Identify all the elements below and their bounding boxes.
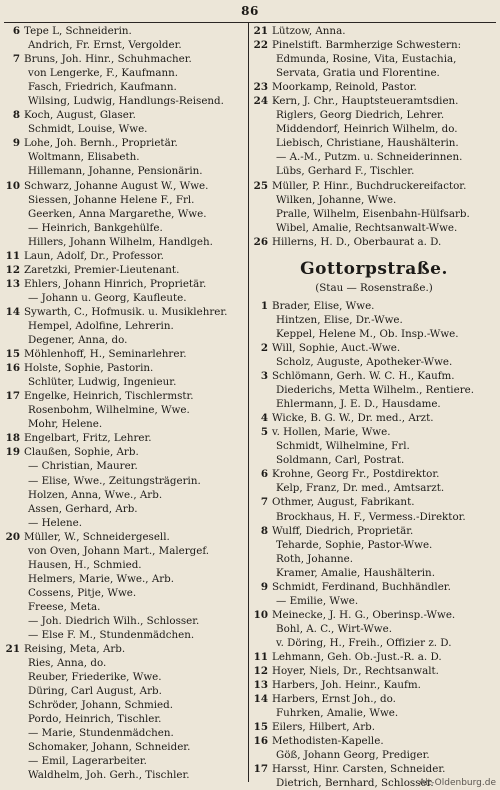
entry-text: Hillerns, H. D., Oberbaurat a. D. [272, 235, 442, 248]
directory-entry [4, 768, 244, 782]
directory-entry [252, 453, 496, 467]
directory-entry [4, 740, 244, 754]
entry-text: Reuber, Friederike, Wwe. [28, 671, 162, 684]
directory-entry [252, 538, 496, 552]
entry-text: Hoyer, Niels, Dr., Rechtsanwalt. [272, 665, 439, 678]
directory-entry [4, 600, 244, 614]
entry-text: Scholz, Auguste, Apotheker-Wwe. [276, 355, 453, 368]
house-number: 25 [253, 179, 268, 192]
house-number: 14 [5, 305, 20, 318]
house-number: 7 [12, 53, 20, 66]
house-number: 19 [5, 446, 20, 459]
directory-entry [4, 164, 244, 178]
directory-entry [4, 193, 244, 207]
entry-text: Schmidt, Ferdinand, Buchhändler. [272, 580, 451, 593]
directory-entry [4, 389, 244, 403]
entry-text: Roth, Johanne. [276, 552, 353, 565]
directory-entry [252, 411, 496, 425]
house-number: 10 [253, 608, 268, 621]
entry-text: Möhlenhoff, H., Seminarlehrer. [24, 348, 187, 361]
directory-entry [4, 319, 244, 333]
entry-text: Helmers, Marie, Wwe., Arb. [28, 572, 175, 585]
entry-text: Rosenbohm, Wilhelmine, Wwe. [28, 404, 190, 417]
entry-text: Lübs, Gerhard F., Tischler. [276, 165, 415, 178]
directory-entry [252, 566, 496, 580]
house-number: 2 [260, 341, 268, 354]
directory-entry [252, 397, 496, 411]
entry-text: Meinecke, J. H. G., Oberinsp.-Wwe. [272, 608, 456, 621]
entry-text: Reising, Meta, Arb. [24, 643, 126, 656]
entry-text: von Lengerke, F., Kaufmann. [28, 67, 179, 80]
directory-entry [252, 706, 496, 720]
house-number: 24 [253, 95, 268, 108]
directory-entry [4, 459, 244, 473]
watermark: Alt-Oldenburg.de [418, 778, 496, 788]
house-number: 13 [5, 277, 20, 290]
directory-entry [4, 277, 244, 291]
house-number: 13 [253, 679, 268, 692]
entry-text: Hausen, H., Schmied. [28, 558, 142, 571]
house-number: 6 [260, 468, 268, 481]
house-number: 16 [5, 362, 20, 375]
entry-text: Teharde, Sophie, Pastor-Wwe. [276, 538, 433, 551]
entry-text: Riglers, Georg Diedrich, Lehrer. [276, 109, 445, 122]
directory-entry [4, 361, 244, 375]
house-number: 5 [260, 426, 268, 439]
house-number: 20 [5, 530, 20, 543]
entry-text: Degener, Anna, do. [28, 334, 128, 347]
house-number: 26 [253, 235, 268, 248]
entry-text: Holzen, Anna, Wwe., Arb. [28, 488, 163, 501]
entry-text: Holste, Sophie, Pastorin. [24, 362, 154, 375]
directory-entry [252, 66, 496, 80]
entry-text: Wibel, Amalie, Rechtsanwalt-Wwe. [276, 221, 458, 234]
house-number: 6 [12, 25, 20, 37]
entry-text: Wilsing, Ludwig, Handlungs-Reisend. [28, 95, 224, 108]
directory-entry [4, 656, 244, 670]
directory-entry [4, 263, 244, 277]
house-number: 11 [5, 249, 20, 262]
directory-entry [4, 726, 244, 740]
directory-entry [4, 80, 244, 94]
directory-entry [252, 24, 496, 38]
entry-text: — Christian, Maurer. [28, 460, 138, 473]
entry-text: Zaretzki, Premier-Lieutenant. [24, 263, 180, 276]
directory-entry [252, 221, 496, 235]
entry-text: Cossens, Pitje, Wwe. [28, 586, 137, 599]
entry-text: Göß, Johann Georg, Prediger. [276, 749, 430, 762]
entry-text: Krohne, Georg Fr., Postdirektor. [272, 468, 440, 481]
directory-entry [4, 122, 244, 136]
entry-text: Soldmann, Carl, Postrat. [276, 454, 405, 467]
directory-entry [252, 108, 496, 122]
entry-text: Engelbart, Fritz, Lehrer. [24, 432, 152, 445]
house-number: 14 [253, 693, 268, 706]
directory-entry [252, 678, 496, 692]
entry-text: v. Döring, H., Freih., Offizier z. D. [276, 636, 452, 649]
entry-text: Schlömann, Gerh. W. C. H., Kaufm. [272, 370, 455, 383]
directory-entry [252, 692, 496, 706]
directory-entry [4, 431, 244, 445]
directory-entry [252, 52, 496, 66]
directory-entry [4, 698, 244, 712]
directory-entry [4, 305, 244, 319]
directory-entry [4, 417, 244, 431]
house-number: 8 [260, 524, 268, 537]
entry-text: Siessen, Johanne Helene F., Frl. [28, 193, 195, 206]
entry-text: Engelke, Heinrich, Tischlermstr. [24, 390, 194, 403]
entry-text: Pinelstift. Barmherzige Schwestern: [272, 39, 462, 52]
entry-text: — Heinrich, Bankgehülfe. [28, 221, 163, 234]
house-number: 12 [5, 263, 20, 276]
page-number: 86 [241, 4, 259, 18]
entry-text: Fuhrken, Amalie, Wwe. [276, 707, 399, 720]
directory-entry [252, 369, 496, 383]
entry-text: Müller, W., Schneidergesell. [24, 530, 170, 543]
entry-text: Fasch, Friedrich, Kaufmann. [28, 81, 177, 94]
house-number: 7 [260, 496, 268, 509]
directory-entry [4, 221, 244, 235]
entry-text: Schmidt, Wilhelmine, Frl. [276, 440, 410, 453]
directory-entry [4, 558, 244, 572]
directory-entry [252, 552, 496, 566]
entry-text: Methodisten-Kapelle. [272, 735, 384, 748]
entry-text: Düring, Carl August, Arb. [28, 685, 162, 698]
directory-entry [4, 347, 244, 361]
entry-text: Ries, Anna, do. [28, 657, 107, 670]
directory-entry [252, 235, 496, 249]
directory-entry [4, 207, 244, 221]
house-number: 11 [253, 650, 268, 663]
directory-entry [4, 516, 244, 530]
entry-text: Tepe L, Schneiderin. [24, 25, 132, 37]
entry-text: Kern, J. Chr., Hauptsteueramtsdien. [272, 95, 459, 108]
entry-text: Lützow, Anna. [272, 25, 346, 37]
directory-entry [4, 136, 244, 150]
directory-entry [4, 445, 244, 459]
house-number: 15 [5, 348, 20, 361]
directory-entry [4, 108, 244, 122]
directory-entry [4, 333, 244, 347]
entry-text: Geerken, Anna Margarethe, Wwe. [28, 207, 207, 220]
entry-text: Servata, Gratia und Florentine. [276, 67, 440, 80]
entry-text: Waldhelm, Joh. Gerh., Tischler. [28, 769, 190, 782]
entry-text: Pordo, Heinrich, Tischler. [28, 713, 162, 726]
entry-text: Sywarth, C., Hofmusik. u. Musiklehrer. [24, 305, 228, 318]
entry-text: Woltmann, Elisabeth. [28, 151, 140, 164]
directory-entry [4, 572, 244, 586]
directory-entry [252, 383, 496, 397]
entry-text: Harbers, Joh. Heinr., Kaufm. [272, 679, 421, 692]
directory-entry [4, 375, 244, 389]
directory-entry [252, 164, 496, 178]
entry-text: Andrich, Fr. Ernst, Vergolder. [28, 39, 182, 52]
entry-text: — Else F. M., Stundenmädchen. [28, 629, 195, 642]
directory-entry [4, 488, 244, 502]
entry-text: Edmunda, Rosine, Vita, Eustachia, [276, 53, 457, 66]
spacer [252, 249, 496, 257]
entry-text: Wulff, Diedrich, Proprietär. [272, 524, 414, 537]
entry-text: Bruns, Joh. Hinr., Schuhmacher. [24, 53, 192, 66]
house-number: 9 [260, 580, 268, 593]
directory-entry [252, 94, 496, 108]
house-number: 17 [5, 390, 20, 403]
directory-entry [4, 586, 244, 600]
directory-entry [4, 66, 244, 80]
entry-text: Wicke, B. G. W., Dr. med., Arzt. [272, 412, 434, 425]
directory-entry [252, 524, 496, 538]
entry-text: Koch, August, Glaser. [24, 109, 136, 122]
directory-entry [4, 38, 244, 52]
directory-entry [252, 734, 496, 748]
entry-text: Hintzen, Elise, Dr.-Wwe. [276, 313, 403, 326]
directory-entry [4, 642, 244, 656]
directory-entry [4, 249, 244, 263]
entry-text: Mohr, Helene. [28, 418, 103, 431]
directory-entry [252, 299, 496, 313]
left-column [4, 24, 244, 783]
entry-text: Moorkamp, Reinold, Pastor. [272, 81, 417, 94]
entry-text: Brockhaus, H. F., Vermess.-Direktor. [276, 510, 466, 523]
directory-entry [252, 748, 496, 762]
directory-entry [252, 580, 496, 594]
entry-text: Dietrich, Bernhard, Schlosser. [276, 777, 434, 790]
entry-text: Müller, P. Hinr., Buchdruckereifactor. [272, 179, 467, 192]
entry-text: Ehlers, Johann Hinrich, Proprietär. [24, 277, 207, 290]
street-range-note: (Stau — Rosenstraße.) [315, 281, 433, 294]
entry-text: — Emil, Lagerarbeiter. [28, 755, 147, 768]
entry-text: Assen, Gerhard, Arb. [28, 502, 138, 515]
directory-entry [252, 636, 496, 650]
directory-entry [4, 502, 244, 516]
entry-text: — Marie, Stundenmädchen. [28, 727, 174, 740]
entry-text: Pralle, Wilhelm, Eisenbahn-Hülfsarb. [276, 207, 470, 220]
house-number: 23 [253, 81, 268, 94]
directory-entry [4, 403, 244, 417]
directory-entry [252, 313, 496, 327]
entry-text: — A.-M., Putzm. u. Schneiderinnen. [276, 151, 463, 164]
entry-text: Kelp, Franz, Dr. med., Amtsarzt. [276, 482, 445, 495]
directory-entry [252, 650, 496, 664]
directory-entry [252, 425, 496, 439]
directory-entry [252, 510, 496, 524]
house-number: 9 [12, 137, 20, 150]
directory-entry [252, 467, 496, 481]
entry-text: Brader, Elise, Wwe. [272, 299, 375, 312]
directory-entry [252, 136, 496, 150]
house-number: 17 [253, 763, 268, 776]
directory-entry [4, 684, 244, 698]
entry-text: Kramer, Amalie, Haushälterin. [276, 566, 435, 579]
house-number: 18 [5, 432, 20, 445]
right-column-bottom-entries [252, 299, 496, 790]
entry-text: — Joh. Diedrich Wilh., Schlosser. [28, 614, 200, 627]
entry-text: Schlüter, Ludwig, Ingenieur. [28, 376, 177, 389]
entry-text: Schröder, Johann, Schmied. [28, 699, 173, 712]
entry-text: Harbers, Ernst Joh., do. [272, 693, 396, 706]
entry-text: v. Hollen, Marie, Wwe. [272, 426, 391, 439]
directory-entry [4, 179, 244, 193]
directory-entry [252, 38, 496, 52]
directory-entry [4, 530, 244, 544]
entry-text: Hillemann, Johanne, Pensionärin. [28, 165, 203, 178]
entry-text: Hillers, Johann Wilhelm, Handlgeh. [28, 235, 213, 248]
top-rule [4, 22, 496, 23]
directory-entry [4, 754, 244, 768]
entry-text: Eilers, Hilbert, Arb. [272, 721, 376, 734]
entry-text: — Elise, Wwe., Zeitungsträgerin. [28, 474, 201, 487]
directory-entry [4, 670, 244, 684]
entry-text: — Helene. [28, 516, 83, 529]
house-number: 3 [260, 370, 268, 383]
entry-text: Wilken, Johanne, Wwe. [276, 193, 397, 206]
directory-entry [252, 193, 496, 207]
entry-text: Hempel, Adolfine, Lehrerin. [28, 319, 174, 332]
entry-text: Will, Sophie, Auct.-Wwe. [272, 341, 401, 354]
directory-entry [252, 664, 496, 678]
right-column-top-entries [252, 24, 496, 249]
entry-text: Ehlermann, J. E. D., Hausdame. [276, 398, 441, 411]
entry-text: — Emilie, Wwe. [276, 594, 359, 607]
directory-entry [252, 80, 496, 94]
directory-entry [4, 52, 244, 66]
house-number: 21 [253, 25, 268, 37]
house-number: 8 [12, 109, 20, 122]
directory-entry [252, 355, 496, 369]
house-number: 15 [253, 721, 268, 734]
directory-entry [252, 720, 496, 734]
directory-entry [4, 94, 244, 108]
directory-entry [4, 712, 244, 726]
entry-text: Schmidt, Louise, Wwe. [28, 123, 148, 136]
entry-text: Claußen, Sophie, Arb. [24, 446, 139, 459]
house-number: 21 [5, 643, 20, 656]
directory-entry [252, 481, 496, 495]
directory-entry [252, 179, 496, 193]
directory-entry [4, 291, 244, 305]
entry-text: Laun, Adolf, Dr., Professor. [24, 249, 164, 262]
directory-entry [252, 207, 496, 221]
entry-text: von Oven, Johann Mart., Malergef. [28, 544, 210, 557]
street-heading: Gottorpstraße. [300, 258, 448, 279]
house-number: 1 [260, 299, 268, 312]
directory-entry [4, 235, 244, 249]
directory-entry [4, 628, 244, 642]
directory-entry [252, 594, 496, 608]
directory-entry [4, 24, 244, 38]
directory-entry [252, 150, 496, 164]
directory-entry [252, 327, 496, 341]
entry-text: Lohe, Joh. Bernh., Proprietär. [24, 137, 178, 150]
directory-entry [252, 122, 496, 136]
directory-entry [252, 608, 496, 622]
directory-entry [252, 622, 496, 636]
entry-text: — Johann u. Georg, Kaufleute. [28, 291, 187, 304]
directory-entry [252, 341, 496, 355]
entry-text: Bohl, A. C., Wirt-Wwe. [276, 622, 392, 635]
entry-text: Lehmann, Geh. Ob.-Just.-R. a. D. [272, 650, 442, 663]
house-number: 12 [253, 665, 268, 678]
directory-entry [4, 544, 244, 558]
house-number: 4 [260, 412, 268, 425]
entry-text: Harsst, Hinr. Carsten, Schneider. [272, 763, 446, 776]
entry-text: Schomaker, Johann, Schneider. [28, 741, 191, 754]
directory-entry [4, 150, 244, 164]
directory-entry [252, 495, 496, 509]
directory-entry [252, 762, 496, 776]
house-number: 10 [5, 179, 20, 192]
house-number: 16 [253, 735, 268, 748]
entry-text: Keppel, Helene M., Ob. Insp.-Wwe. [276, 327, 459, 340]
column-divider [248, 22, 249, 782]
directory-entry [4, 614, 244, 628]
entry-text: Schwarz, Johanne August W., Wwe. [24, 179, 209, 192]
directory-entry [4, 474, 244, 488]
entry-text: Liebisch, Christiane, Haushälterin. [276, 137, 459, 150]
right-column [252, 24, 496, 790]
entry-text: Middendorf, Heinrich Wilhelm, do. [276, 123, 458, 136]
entry-text: Freese, Meta. [28, 600, 101, 613]
house-number: 22 [253, 39, 268, 52]
entry-text: Diederichs, Metta Wilhelm., Rentiere. [276, 384, 474, 397]
directory-entry [252, 439, 496, 453]
entry-text: Othmer, August, Fabrikant. [272, 496, 415, 509]
